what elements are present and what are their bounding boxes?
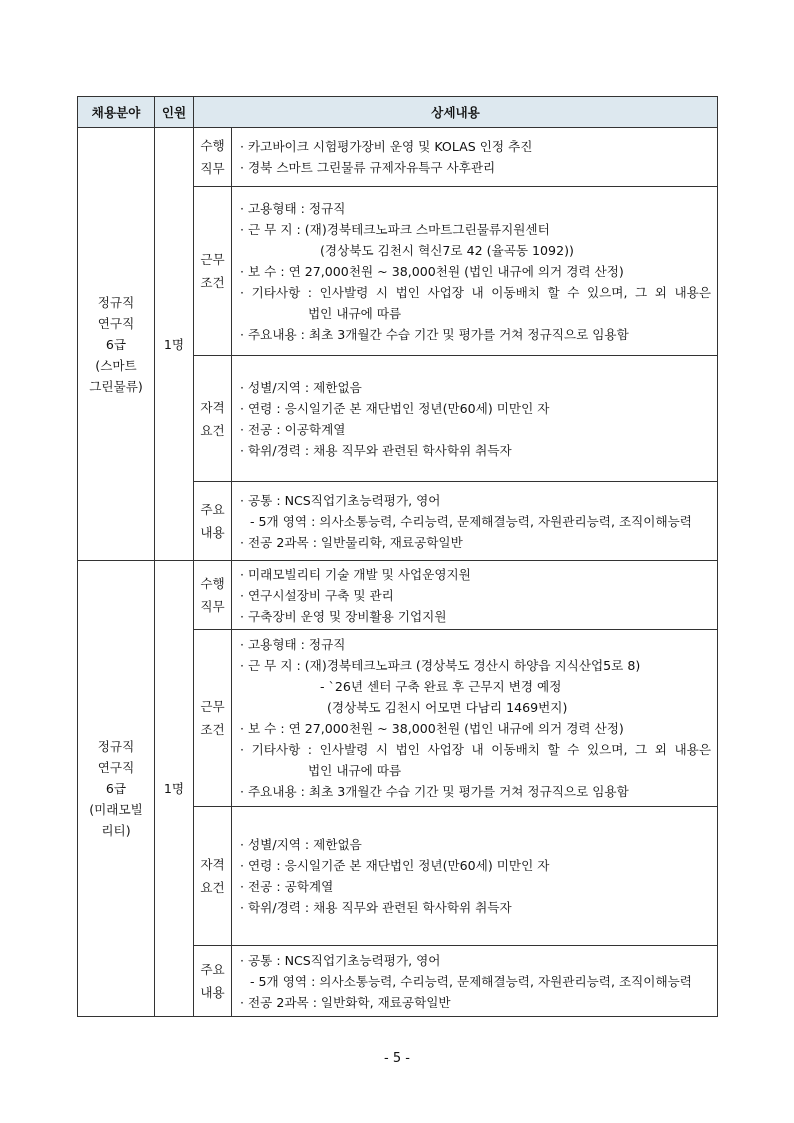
table-header-row (78, 97, 718, 128)
sub-label: 자격 요건 (194, 807, 232, 946)
detail-cell: · 성별/지역 : 제한없음 · 연령 : 응시일기준 본 재단법인 정년(만60세) 미만인 자 · 전공 : 이공학계열 · 학위/경력 : 채용 직무와 관련된 학사학위 취득자 (232, 356, 718, 482)
sub-label: 주요 내용 (194, 946, 232, 1017)
category-cell-2: 정규직 연구직 6급 (미래모빌 리티) (78, 561, 155, 1017)
detail-cell: · 미래모빌리티 기술 개발 및 사업운영지원 · 연구시설장비 구축 및 관리 · 구축장비 운영 및 장비활용 기업지원 (232, 561, 718, 630)
detail-cell: · 카고바이크 시험평가장비 운영 및 KOLAS 인정 추진 · 경북 스마트 그린물류 규제자유특구 사후관리 (232, 128, 718, 187)
page-number: - 5 - (384, 1051, 410, 1066)
detail-cell: · 고용형태 : 정규직 · 근 무 지 : (재)경북테크노파크 스마트그린물류지원센터 (경상북도 김천시 혁신7로 42 (율곡동 1092)) · 보 수 : 연 27,000천원 ~ 38,000천원 (법인 내규에 의거 경력 산정) · 기타사항 : 인사발령 시 법인 사업장 내 이동배치 할 수 있으며, 그 외 내용은 법인 내규에 따름 · 주요내용 : 최초 3개월간 수습 기간 및 평가를 거쳐 정규직으로 임용함 (232, 187, 718, 356)
header-detail: 상세내용 (194, 97, 718, 128)
detail-cell: · 공통 : NCS직업기초능력평가, 영어 - 5개 영역 : 의사소통능력, 수리능력, 문제해결능력, 자원관리능력, 조직이해능력 · 전공 2과목 : 일반화학, 재료공학일반 (232, 946, 718, 1017)
detail-cell: · 공통 : NCS직업기초능력평가, 영어 - 5개 영역 : 의사소통능력, 수리능력, 문제해결능력, 자원관리능력, 조직이해능력 · 전공 2과목 : 일반물리학, 재료공학일반 (232, 482, 718, 561)
sub-label: 자격 요건 (194, 356, 232, 482)
header-count: 인원 (155, 97, 194, 128)
detail-cell: · 고용형태 : 정규직 · 근 무 지 : (재)경북테크노파크 (경상북도 경산시 하양읍 지식산업5로 8) - `26년 센터 구축 완료 후 근무지 변경 예정 (경상북도 김천시 어모면 다남리 1469번지) · 보 수 : 연 27,000천원 ~ 38,000천원 (법인 내규에 의거 경력 산정) · 기타사항 : 인사발령 시 법인 사업장 내 이동배치 할 수 있으며, 그 외 내용은 법인 내규에 따름 · 주요내용 : 최초 3개월간 수습 기간 및 평가를 거쳐 정규직으로 임용함 (232, 630, 718, 807)
sub-label: 근무 조건 (194, 187, 232, 356)
header-field: 채용분야 (78, 97, 155, 128)
table-row (78, 561, 718, 630)
sub-label: 근무 조건 (194, 630, 232, 807)
sub-label: 주요 내용 (194, 482, 232, 561)
category-cell-1: 정규직 연구직 6급 (스마트 그린물류) (78, 128, 155, 561)
count-cell-1: 1명 (155, 128, 194, 561)
detail-cell: · 성별/지역 : 제한없음 · 연령 : 응시일기준 본 재단법인 정년(만60세) 미만인 자 · 전공 : 공학계열 · 학위/경력 : 채용 직무와 관련된 학사학위 취득자 (232, 807, 718, 946)
table-row (78, 128, 718, 187)
sub-label: 수행 직무 (194, 128, 232, 187)
count-cell-2: 1명 (155, 561, 194, 1017)
recruitment-table (77, 96, 718, 1017)
sub-label: 수행 직무 (194, 561, 232, 630)
